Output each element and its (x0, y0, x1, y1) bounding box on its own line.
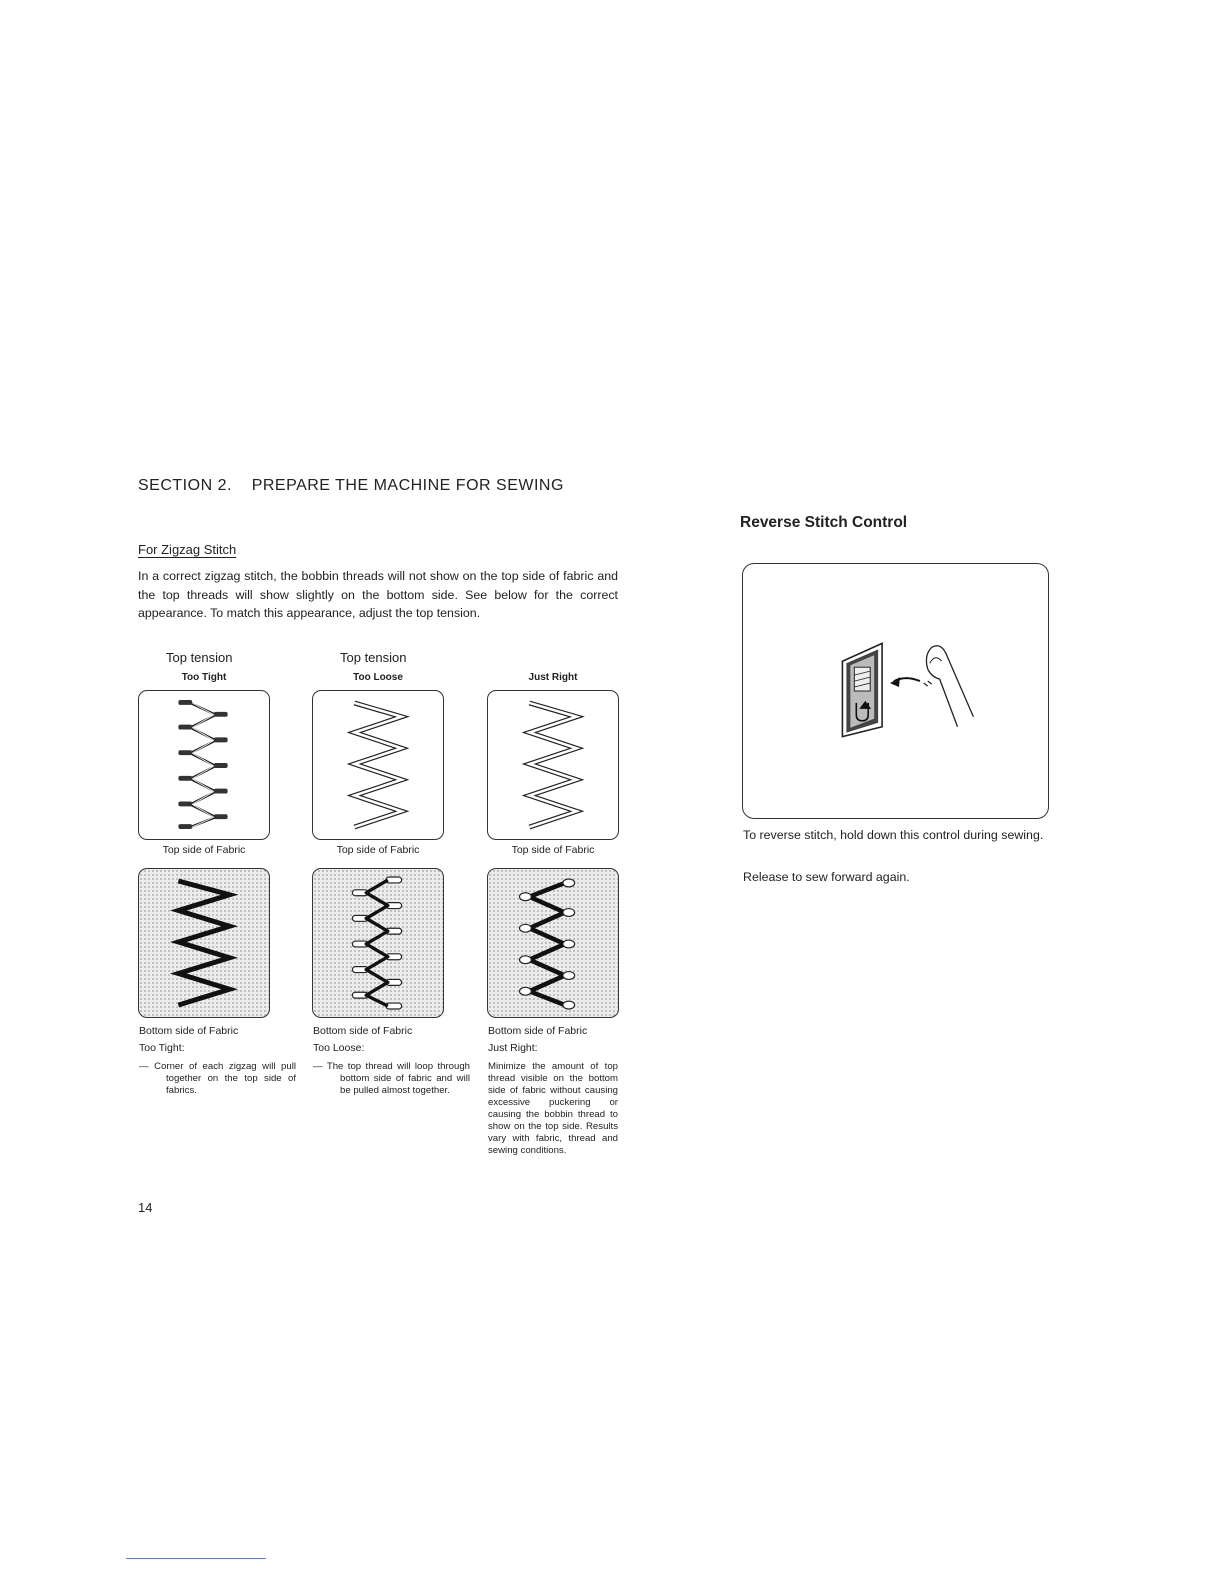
finger-icon (926, 646, 973, 727)
column-heading: Top tension (340, 650, 407, 665)
column-subheading: Too Tight (181, 672, 227, 683)
page-number: 14 (138, 1200, 153, 1215)
zigzag-stitch-icon (139, 869, 269, 1017)
zigzag-stitch-icon (313, 869, 443, 1017)
stitch-panel-top-too-tight (138, 690, 270, 840)
stitch-panel-top-too-loose (312, 690, 444, 840)
top-side-caption: Top side of Fabric (162, 844, 246, 856)
reverse-instruction: To reverse stitch, hold down this control during sewing. (743, 828, 1044, 842)
result-description: — Corner of each zigzag will pull together on the top side of fabrics. (139, 1061, 296, 1096)
bottom-side-caption: Bottom side of Fabric (139, 1025, 239, 1037)
column-subheading: Just Right (528, 672, 578, 683)
result-title: Too Tight: (139, 1042, 185, 1054)
reverse-title: Reverse Stitch Control (740, 514, 908, 531)
zigzag-stitch-icon (488, 691, 618, 839)
zigzag-stitch-icon (313, 691, 443, 839)
stitch-panel-top-just-right (487, 690, 619, 840)
result-description: Minimize the amount of top thread visible on the bottom side of fabric without causing excessive puckering or causing the bobbin thread to show on the top side. Results vary with fabric, thread and sewing conditions. (488, 1061, 618, 1156)
footer-rule (126, 1558, 266, 1559)
top-side-caption: Top side of Fabric (336, 844, 420, 856)
result-title: Too Loose: (313, 1042, 365, 1054)
zigzag-stitch-icon (139, 691, 269, 839)
top-side-caption: Top side of Fabric (511, 844, 595, 856)
stitch-panel-bottom-just-right (487, 868, 619, 1018)
subheading-zigzag: For Zigzag Stitch (138, 542, 237, 557)
section-title: SECTION 2. PREPARE THE MACHINE FOR SEWING (138, 477, 564, 494)
result-title: Just Right: (488, 1042, 538, 1054)
column-heading: Top tension (166, 650, 233, 665)
arrow-icon (890, 677, 932, 687)
stitch-panel-bottom-too-loose (312, 868, 444, 1018)
reverse-illustration (742, 563, 1049, 819)
stitch-panel-bottom-too-tight (138, 868, 270, 1018)
bottom-side-caption: Bottom side of Fabric (313, 1025, 413, 1037)
reverse-release-text: Release to sew forward again. (743, 870, 910, 884)
reverse-control-icon (743, 564, 1048, 818)
column-subheading: Too Loose (353, 672, 403, 683)
result-description: — The top thread will loop through bottom side of fabric and will be pulled almost together. (313, 1061, 470, 1096)
bottom-side-caption: Bottom side of Fabric (488, 1025, 588, 1037)
zigzag-stitch-icon (488, 869, 618, 1017)
intro-paragraph: In a correct zigzag stitch, the bobbin threads will not show on the top side of fabric and the top threads will show slightly on the bottom side. See below for the correct appearance. To match this appearance, adjust the top tension. (138, 569, 618, 620)
